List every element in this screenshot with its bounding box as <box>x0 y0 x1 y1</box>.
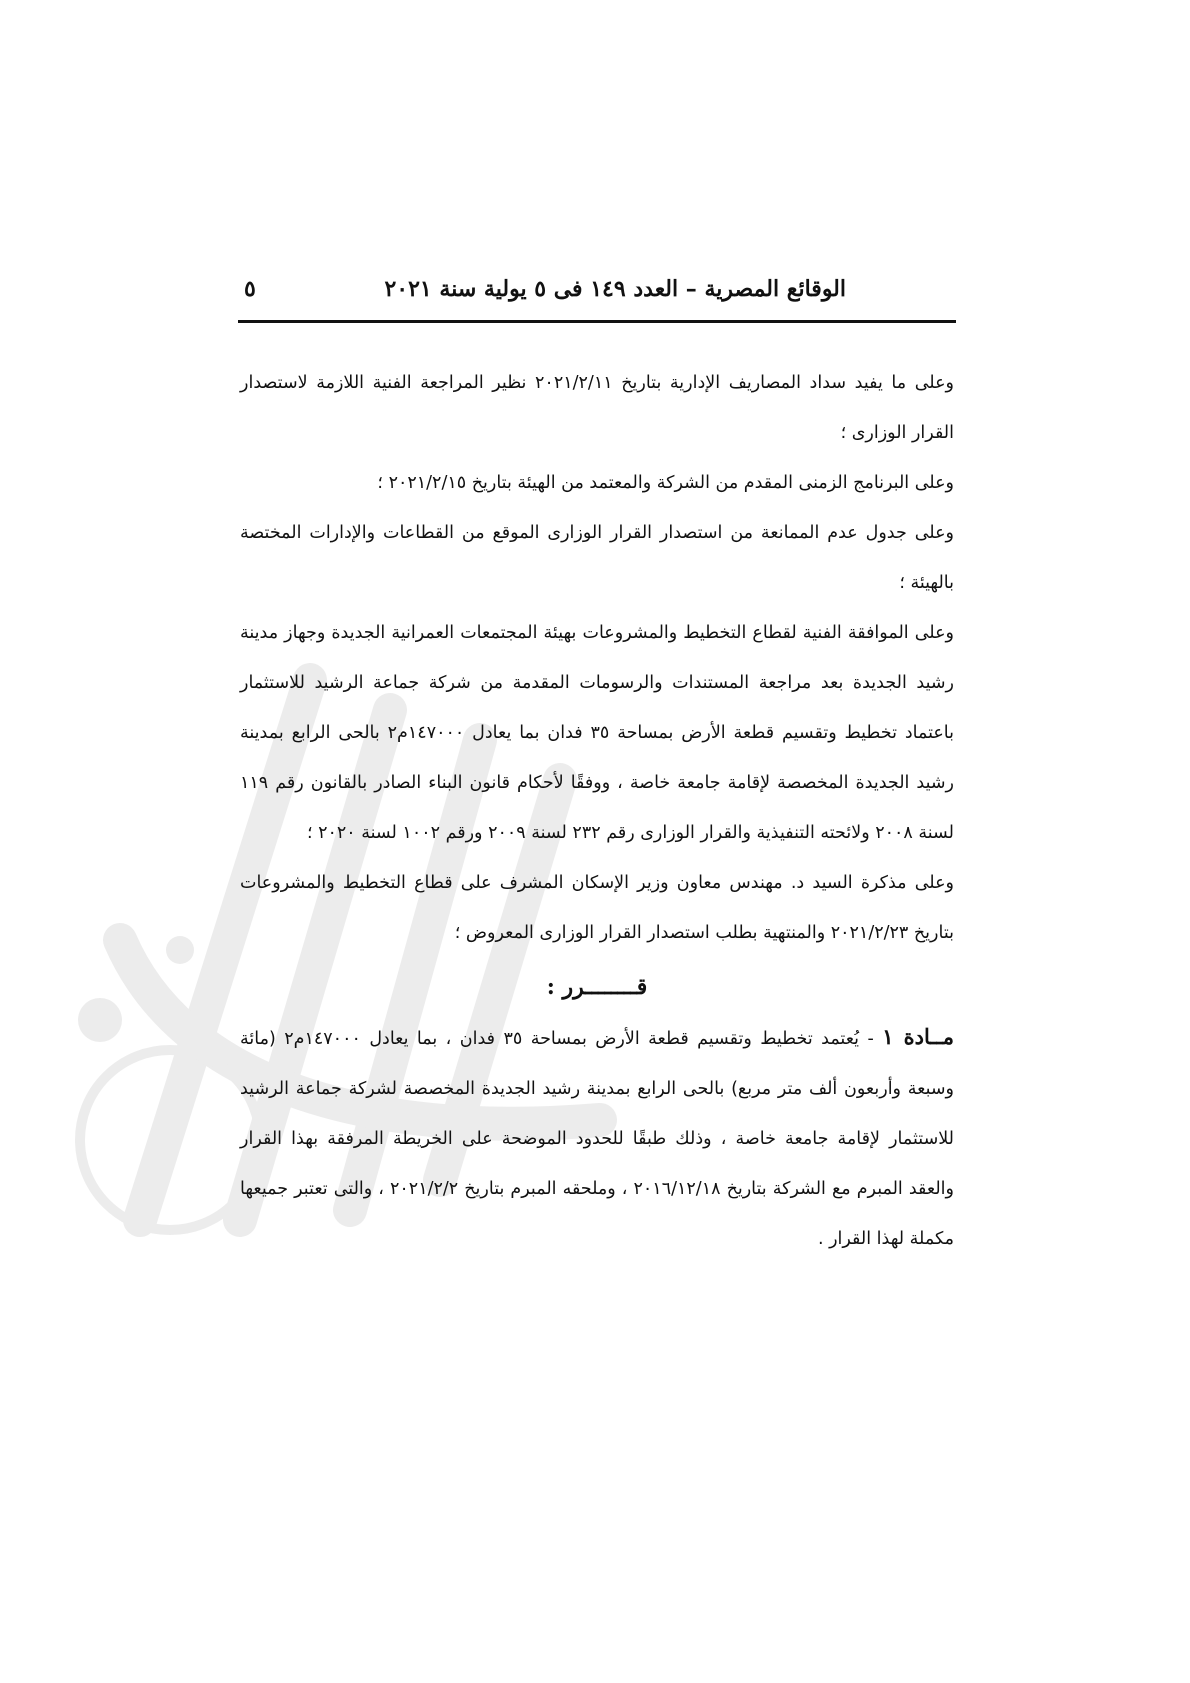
gazette-title: الوقائع المصرية – العدد ١٤٩ فى ٥ يولية سنة ٢٠٢١ <box>384 276 846 302</box>
preamble-paragraph: وعلى ما يفيد سداد المصاريف الإدارية بتاريخ ٢٠٢١/٢/١١ نظير المراجعة الفنية اللازمة لاستصدار القرار الوزارى ؛ <box>240 373 954 443</box>
article-1-text: - يُعتمد تخطيط وتقسيم قطعة الأرض بمساحة ٣٥ فدان ، بما يعادل ١٤٧٠٠٠م٢ (مائة وسبعة وأربعون ألف متر مربع) بالحى الرابع بمدينة رشيد الجديدة المخصصة لشركة جماعة الرشيد للاستثمار لإقامة جامعة خاصة ، وذلك طبقًا للحدود الموضحة على الخريطة المرفقة بهذا القرار والعقد المبرم مع الشركة بتاريخ ٢٠١٦/١٢/١٨ ، وملحقه المبرم بتاريخ ٢٠٢١/٢/٢ ، والتى تعتبر جميعها مكملة لهذا القرار . <box>240 1029 954 1249</box>
page-number: ٥ <box>244 276 256 302</box>
decree-body <box>240 358 954 1264</box>
article-1-label: مــادة ١ <box>882 1024 954 1049</box>
preamble-paragraph: وعلى البرنامج الزمنى المقدم من الشركة والمعتمد من الهيئة بتاريخ ٢٠٢١/٢/١٥ ؛ <box>377 473 954 493</box>
page-header <box>238 276 956 323</box>
preamble-paragraph: وعلى الموافقة الفنية لقطاع التخطيط والمشروعات بهيئة المجتمعات العمرانية الجديدة وجهاز مدينة رشيد الجديدة بعد مراجعة المستندات والرسومات المقدمة من شركة جماعة الرشيد للاستثمار باعتماد تخطيط وتقسيم قطعة الأرض بمساحة ٣٥ فدان بما يعادل ١٤٧٠٠٠م٢ بالحى الرابع بمدينة رشيد الجديدة المخصصة لإقامة جامعة خاصة ، ووفقًا لأحكام قانون البناء الصادر بالقانون رقم ١١٩ لسنة ٢٠٠٨ ولائحته التنفيذية والقرار الوزارى رقم ٢٣٢ لسنة ٢٠٠٩ ورقم ١٠٠٢ لسنة ٢٠٢٠ ؛ <box>240 623 954 843</box>
preamble-paragraph: وعلى مذكرة السيد د. مهندس معاون وزير الإسكان المشرف على قطاع التخطيط والمشروعات بتاريخ ٢٠٢١/٢/٢٣ والمنتهية بطلب استصدار القرار الوزارى المعروض ؛ <box>240 873 954 943</box>
article-1 <box>240 1012 954 1264</box>
preamble-paragraph: وعلى جدول عدم الممانعة من استصدار القرار الوزارى الموقع من القطاعات والإدارات المختصة بالهيئة ؛ <box>240 523 954 593</box>
decision-heading: قــــــــرر : <box>546 974 648 1000</box>
